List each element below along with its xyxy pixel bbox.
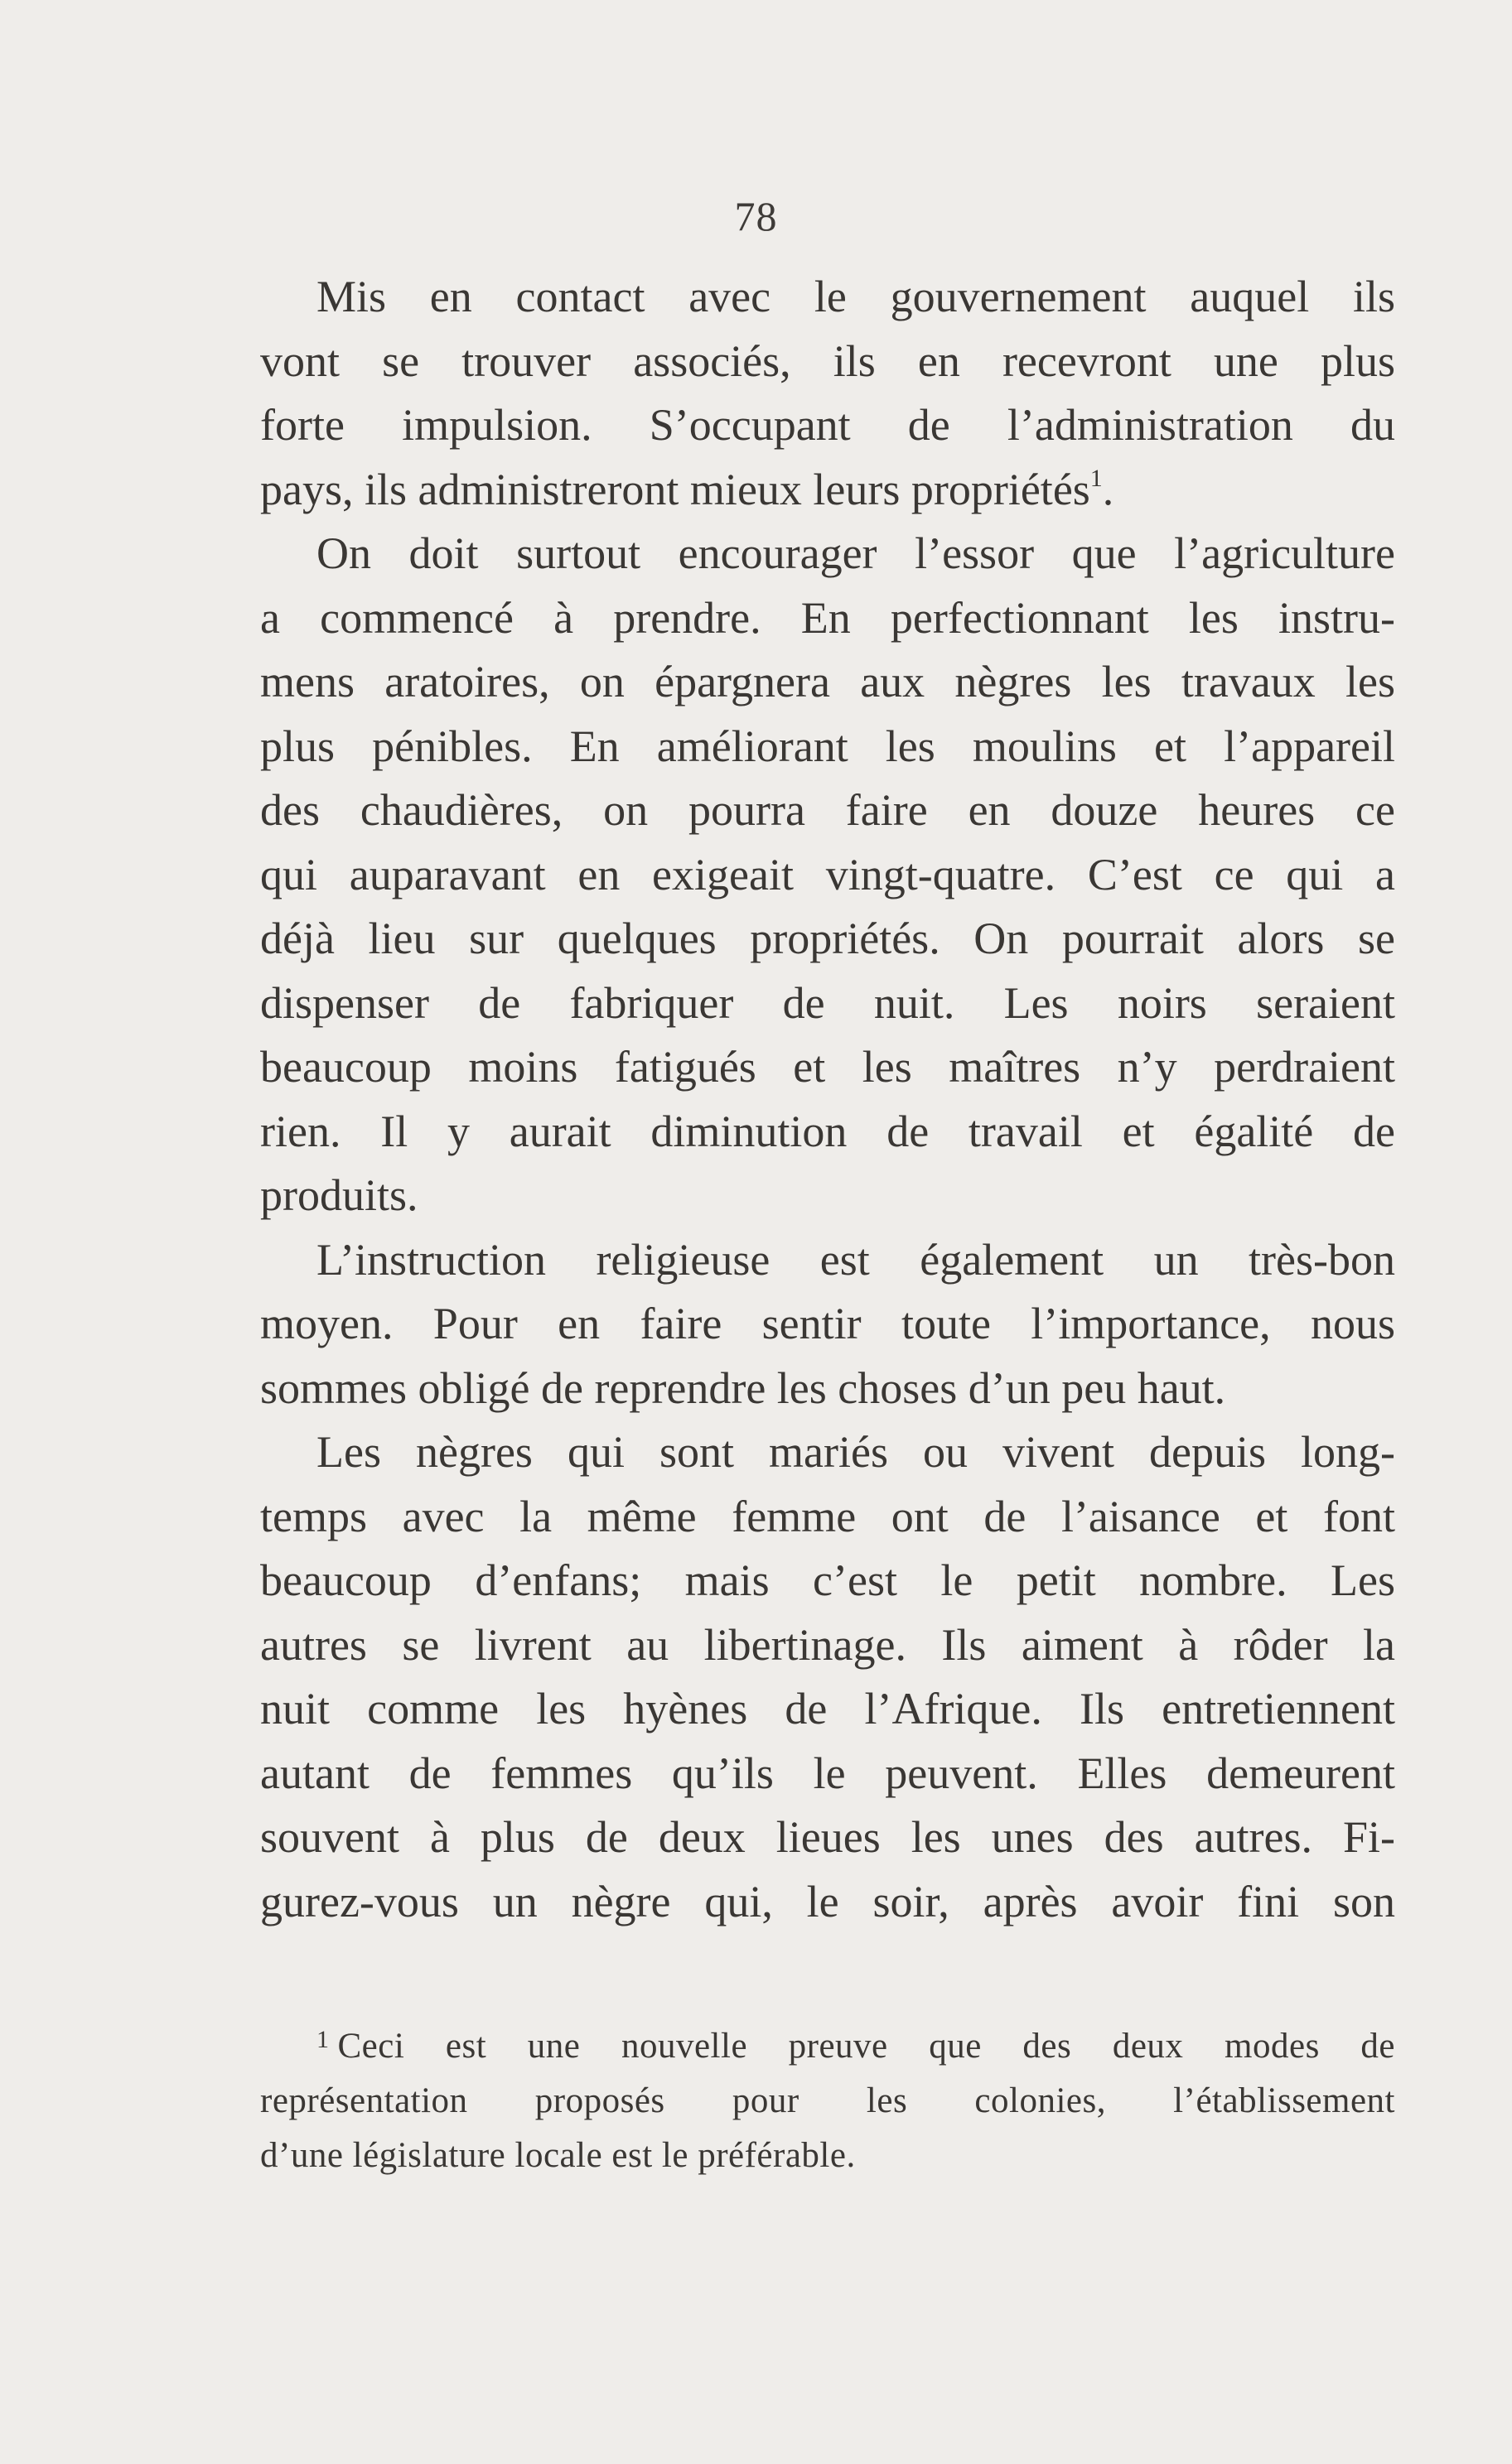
text-line: forte impulsion. S’occupant de l’administration du <box>260 400 1395 450</box>
text-line: des chaudières, on pourra faire en douze heures ce <box>260 785 1395 835</box>
text-line: dispenser de fabriquer de nuit. Les noirs seraient <box>260 977 1395 1028</box>
text-line: Les nègres qui sont mariés ou vivent depuis long- <box>316 1427 1395 1477</box>
text-line: autant de femmes qu’ils le peuvent. Elles demeurent <box>260 1748 1395 1798</box>
text-line: Mis en contact avec le gouvernement auquel ils <box>316 272 1395 321</box>
text-line: déjà lieu sur quelques propriétés. On pourrait alors se <box>260 914 1395 963</box>
text-line-content: pays, ils administreront mieux leurs propriétés <box>260 464 1090 514</box>
text-line: On doit surtout encourager l’essor que l’agriculture <box>316 528 1395 578</box>
text-line <box>260 458 1395 523</box>
text-line: autres se livrent au libertinage. Ils aiment à rôder la <box>260 1619 1395 1670</box>
footnote-line <box>260 2019 1395 2074</box>
text-line: rien. Il y aurait diminution de travail et égalité de <box>260 1106 1395 1156</box>
footnote-line-text: Ceci est une nouvelle preuve que des deux modes de <box>337 2027 1395 2066</box>
text-line: a commencé à prendre. En perfectionnant les instru- <box>260 592 1395 643</box>
text-line: sommes obligé de reprendre les choses d’un peu haut. <box>260 1362 1226 1413</box>
text-line: beaucoup d’enfans; mais c’est le petit nombre. Les <box>260 1555 1395 1605</box>
text-line: mens aratoires, on épargnera aux nègres les travaux les <box>260 657 1395 706</box>
text-line: moyen. Pour en faire sentir toute l’importance, nous <box>260 1299 1395 1348</box>
text-line: produits. <box>260 1170 418 1220</box>
footnote-reference: 1 <box>1089 464 1103 492</box>
text-line: souvent à plus de deux lieues les unes des autres. Fi- <box>260 1812 1395 1862</box>
text-line: L’instruction religieuse est également un très-bon <box>316 1234 1395 1285</box>
text-line: temps avec la même femme ont de l’aisance et font <box>260 1491 1395 1541</box>
text-line: nuit comme les hyènes de l’Afrique. Ils entretiennent <box>260 1684 1395 1733</box>
text-line: vont se trouver associés, ils en recevront une plus <box>260 335 1395 386</box>
page-number: 78 <box>734 193 778 239</box>
footnote-line: d’une législature locale est le préférable. <box>260 2136 856 2175</box>
body-text <box>260 265 1395 1934</box>
footnote-line: représentation proposés pour les colonies, l’établissement <box>260 2081 1395 2120</box>
text-line: gurez-vous un nègre qui, le soir, après avoir fini son <box>260 1876 1395 1926</box>
footnote <box>260 2019 1395 2183</box>
text-line: plus pénibles. En améliorant les moulins et l’appareil <box>260 721 1395 771</box>
text-line: beaucoup moins fatigués et les maîtres n’y perdraient <box>260 1042 1395 1092</box>
text-line: qui auparavant en exigeait vingt-quatre. C’est ce qui a <box>260 849 1395 899</box>
text-line-end: . <box>1102 464 1114 514</box>
footnote-marker: 1 <box>316 2026 330 2053</box>
